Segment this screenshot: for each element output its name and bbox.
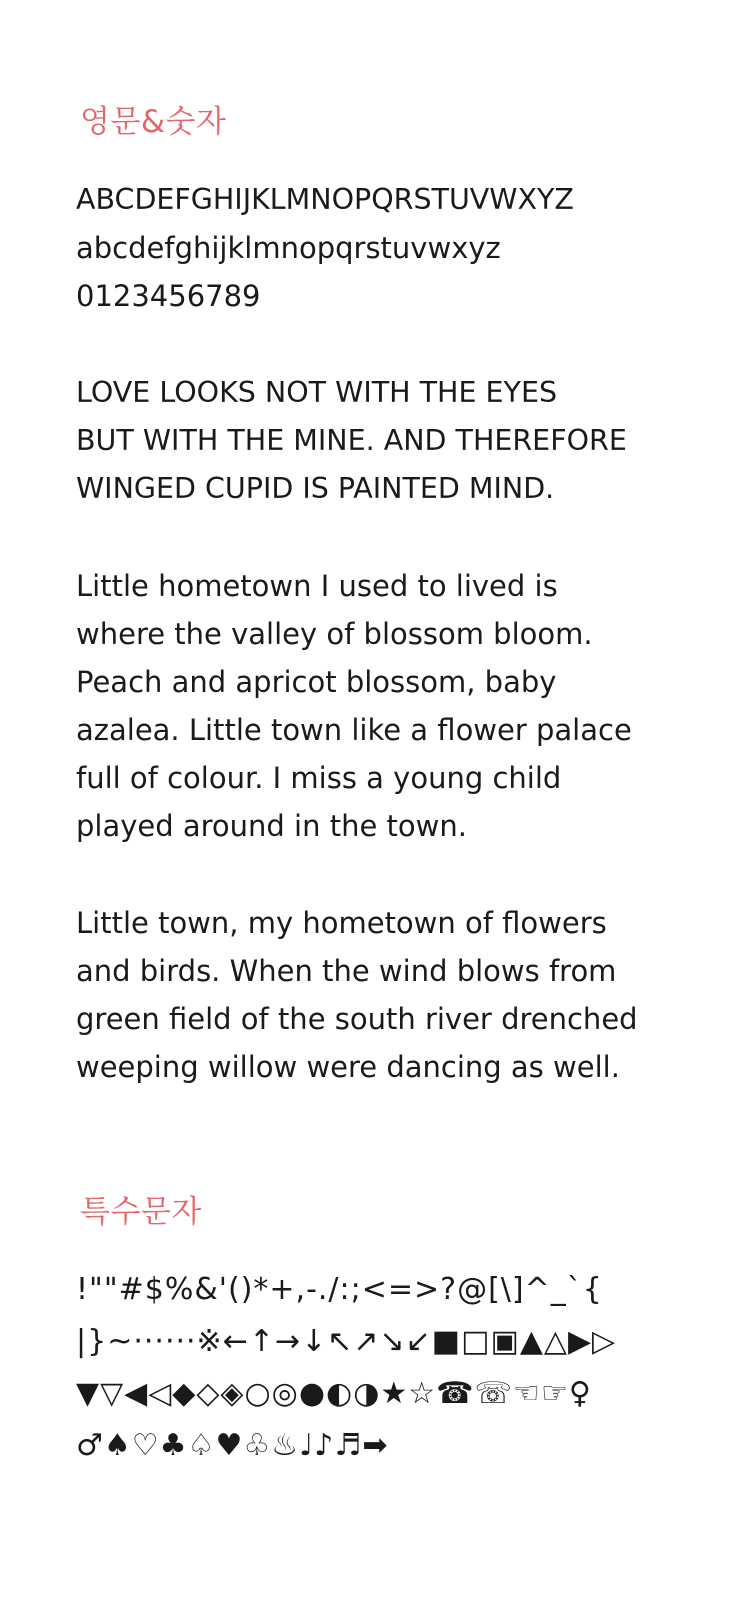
symbols-line: ▼▽◀◁◆◇◈○◎●◐◑★☆☎☏☜☞♀ [76, 1376, 592, 1411]
symbols-line: ♂♠♡♣♤♥♧♨♩♪♬➡ [76, 1428, 389, 1463]
paragraph3-line: green field of the south river drenched [76, 1002, 638, 1036]
paragraph2-line: Peach and apricot blossom, baby [76, 665, 557, 699]
paragraph1-line: LOVE LOOKS NOT WITH THE EYES [76, 376, 558, 409]
alnum-section-heading: 영문&숫자 [80, 104, 227, 140]
alphabet-lowercase-line: abcdefghijklmnopqrstuvwxyz [76, 231, 501, 265]
paragraph2-line: Little hometown I used to lived is [76, 569, 558, 603]
alphabet-uppercase-line: ABCDEFGHIJKLMNOPQRSTUVWXYZ [76, 183, 574, 216]
symbols-line: !""#$%&'()*+,-./:;<=>?@[\]^_`{ [76, 1272, 603, 1307]
paragraph2-line: played around in the town. [76, 809, 467, 843]
symbols-section-heading: 특수문자 [80, 1194, 202, 1230]
digits-line: 0123456789 [76, 279, 261, 313]
paragraph3-line: weeping willow were dancing as well. [76, 1050, 620, 1084]
paragraph2-line: azalea. Little town like a flower palace [76, 713, 632, 747]
paragraph1-line: BUT WITH THE MINE. AND THEREFORE [76, 424, 627, 457]
paragraph1-line: WINGED CUPID IS PAINTED MIND. [76, 472, 555, 505]
paragraph3-line: and birds. When the wind blows from [76, 954, 617, 988]
paragraph2-line: where the valley of blossom bloom. [76, 617, 593, 651]
paragraph2-line: full of colour. I miss a young child [76, 761, 562, 795]
symbols-line: |}~······※←↑→↓↖↗↘↙■□▣▲△▶▷ [76, 1324, 617, 1359]
paragraph3-line: Little town, my hometown of flowers [76, 906, 607, 940]
